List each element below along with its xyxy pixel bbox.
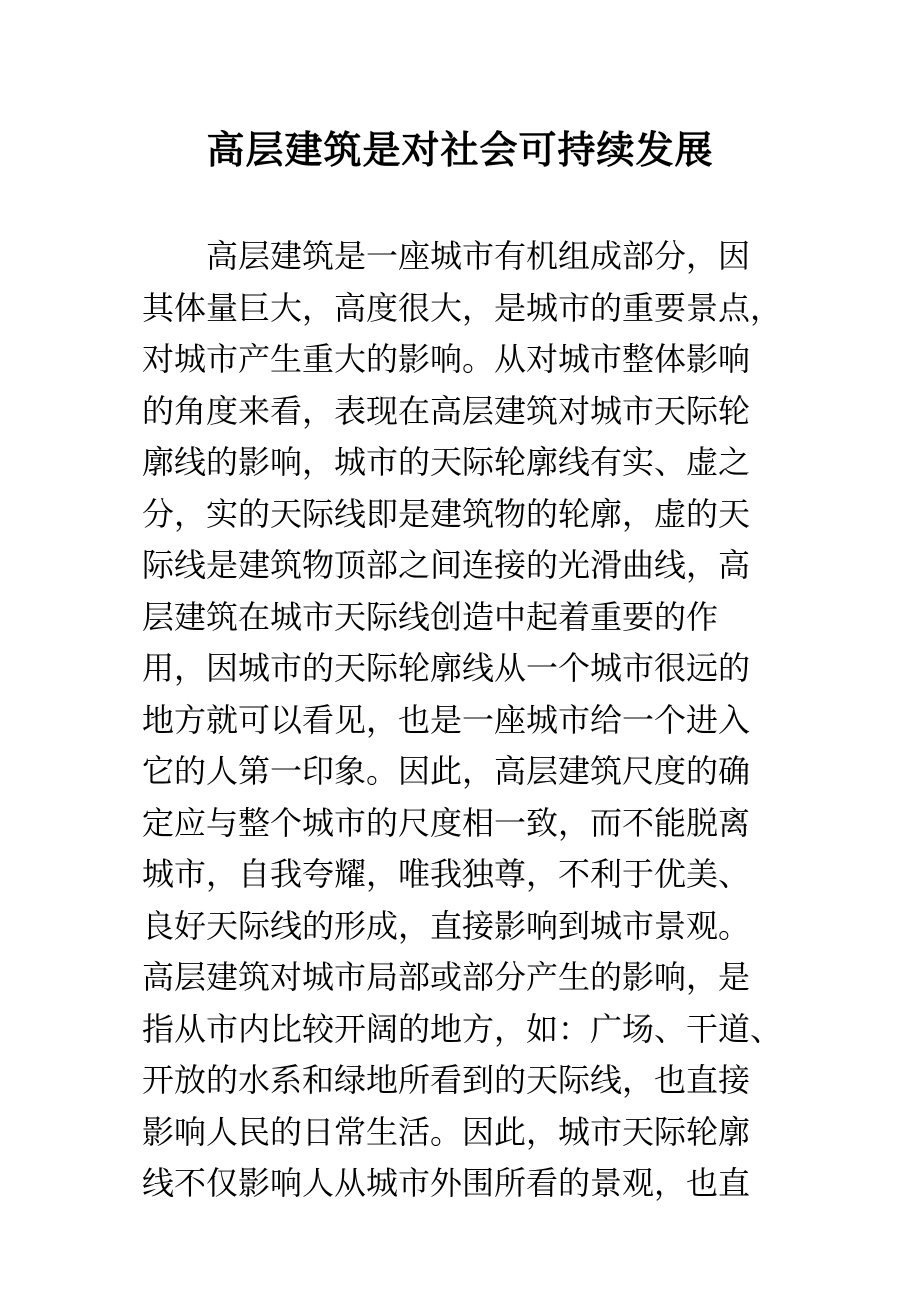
document-body: [142, 231, 792, 1210]
body-line: 定应与整个城市的尺度相一致，而不能脱离: [142, 803, 751, 842]
body-line: 城市，自我夸耀，唯我独尊，不利于优美、: [142, 855, 751, 893]
body-line: 开放的水系和绿地所看到的天际线，也直接: [142, 1061, 751, 1099]
body-line: 其体量巨大，高度很大，是城市的重要景点，: [142, 288, 783, 327]
body-line: 的角度来看，表现在高层建筑对城市天际轮: [142, 391, 751, 430]
body-line: 它的人第一印象。因此，高层建筑尺度的确: [142, 752, 751, 790]
body-line: 线不仅影响人从城市外围所看的景观，也直: [142, 1164, 751, 1202]
body-line: 地方就可以看见，也是一座城市给一个进入: [142, 700, 751, 739]
body-line: 指从市内比较开阔的地方，如：广场、干道、: [142, 1009, 783, 1048]
body-line: 用，因城市的天际轮廓线从一个城市很远的: [142, 649, 751, 687]
document-title: 高层建筑是对社会可持续发展: [206, 127, 714, 172]
body-line: 层建筑在城市天际线创造中起着重要的作: [142, 597, 719, 636]
body-line: 高层建筑对城市局部或部分产生的影响，是: [142, 958, 751, 996]
body-line: 影响人民的日常生活。因此，城市天际轮廓: [142, 1112, 751, 1151]
body-line: 高层建筑是一座城市有机组成部分，因: [206, 237, 751, 275]
body-line: 对城市产生重大的影响。从对城市整体影响: [142, 340, 751, 378]
body-line: 廓线的影响，城市的天际轮廓线有实、虚之: [142, 443, 751, 481]
body-line: 良好天际线的形成，直接影响到城市景观。: [142, 906, 751, 945]
body-line: 际线是建筑物顶部之间连接的光滑曲线，高: [142, 546, 751, 584]
body-line: 分，实的天际线即是建筑物的轮廓，虚的天: [142, 494, 751, 533]
